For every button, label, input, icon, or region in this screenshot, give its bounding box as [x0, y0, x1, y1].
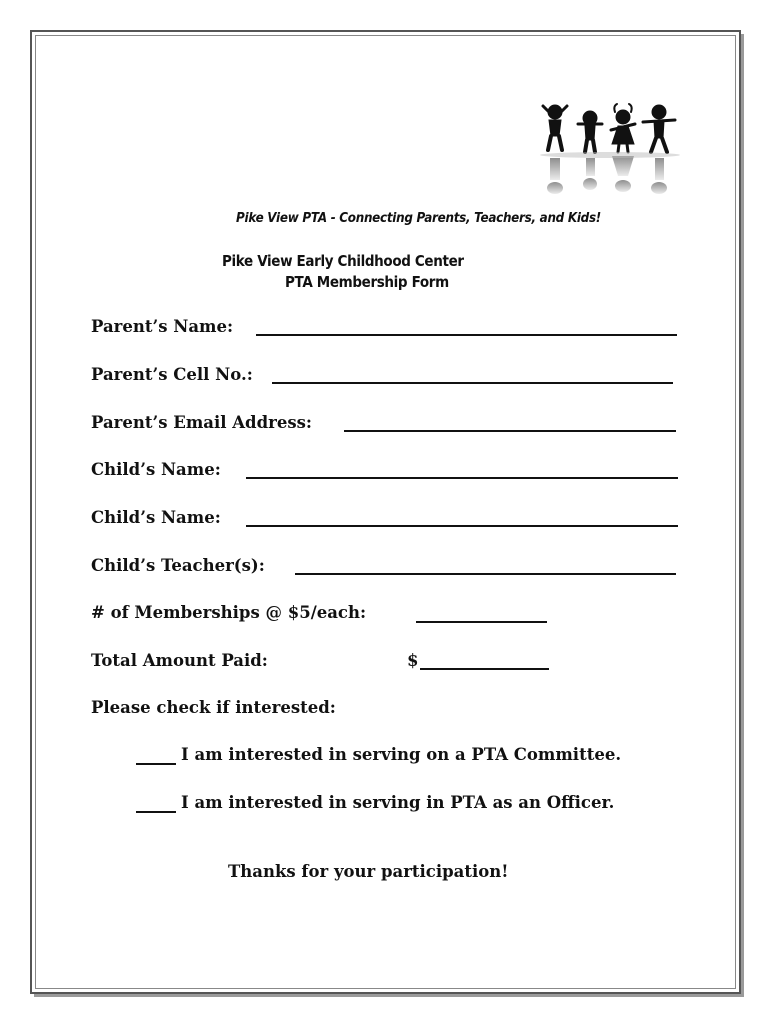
- child-name-label-1: Child’s Name:: [91, 460, 221, 479]
- child-teacher-label: Child’s Teacher(s):: [91, 556, 265, 575]
- parent-name-field[interactable]: [256, 334, 677, 336]
- memberships-label: # of Memberships @ $5/each:: [91, 603, 367, 622]
- child-teacher-field[interactable]: [295, 573, 676, 575]
- parent-name-label: Parent’s Name:: [91, 317, 234, 336]
- officer-checkbox[interactable]: [136, 811, 176, 813]
- children-holding-hands-icon: [535, 100, 685, 200]
- parent-cell-label: Parent’s Cell No.:: [91, 365, 253, 384]
- parent-email-label: Parent’s Email Address:: [91, 413, 312, 432]
- memberships-field[interactable]: [416, 621, 547, 623]
- form-title-school: Pike View Early Childhood Center: [222, 252, 464, 270]
- total-paid-label: Total Amount Paid:: [91, 651, 268, 670]
- interest-prompt: Please check if interested:: [91, 698, 336, 717]
- parent-cell-field[interactable]: [272, 382, 673, 384]
- parent-email-field[interactable]: [344, 430, 676, 432]
- page-shadow-bottom: [34, 994, 744, 997]
- child-name-field-2[interactable]: [246, 525, 678, 527]
- officer-option-label: I am interested in serving in PTA as an Officer.: [181, 793, 615, 812]
- dollar-sign: $: [407, 651, 419, 670]
- page-shadow-right: [741, 34, 744, 997]
- tagline: Pike View PTA - Connecting Parents, Teachers, and Kids!: [236, 211, 601, 226]
- total-paid-field[interactable]: [420, 668, 549, 670]
- thanks-message: Thanks for your participation!: [228, 862, 509, 881]
- form-title: PTA Membership Form: [285, 273, 449, 291]
- child-name-field-1[interactable]: [246, 477, 678, 479]
- committee-checkbox[interactable]: [136, 763, 176, 765]
- child-name-label-2: Child’s Name:: [91, 508, 221, 527]
- committee-option-label: I am interested in serving on a PTA Committee.: [181, 745, 622, 764]
